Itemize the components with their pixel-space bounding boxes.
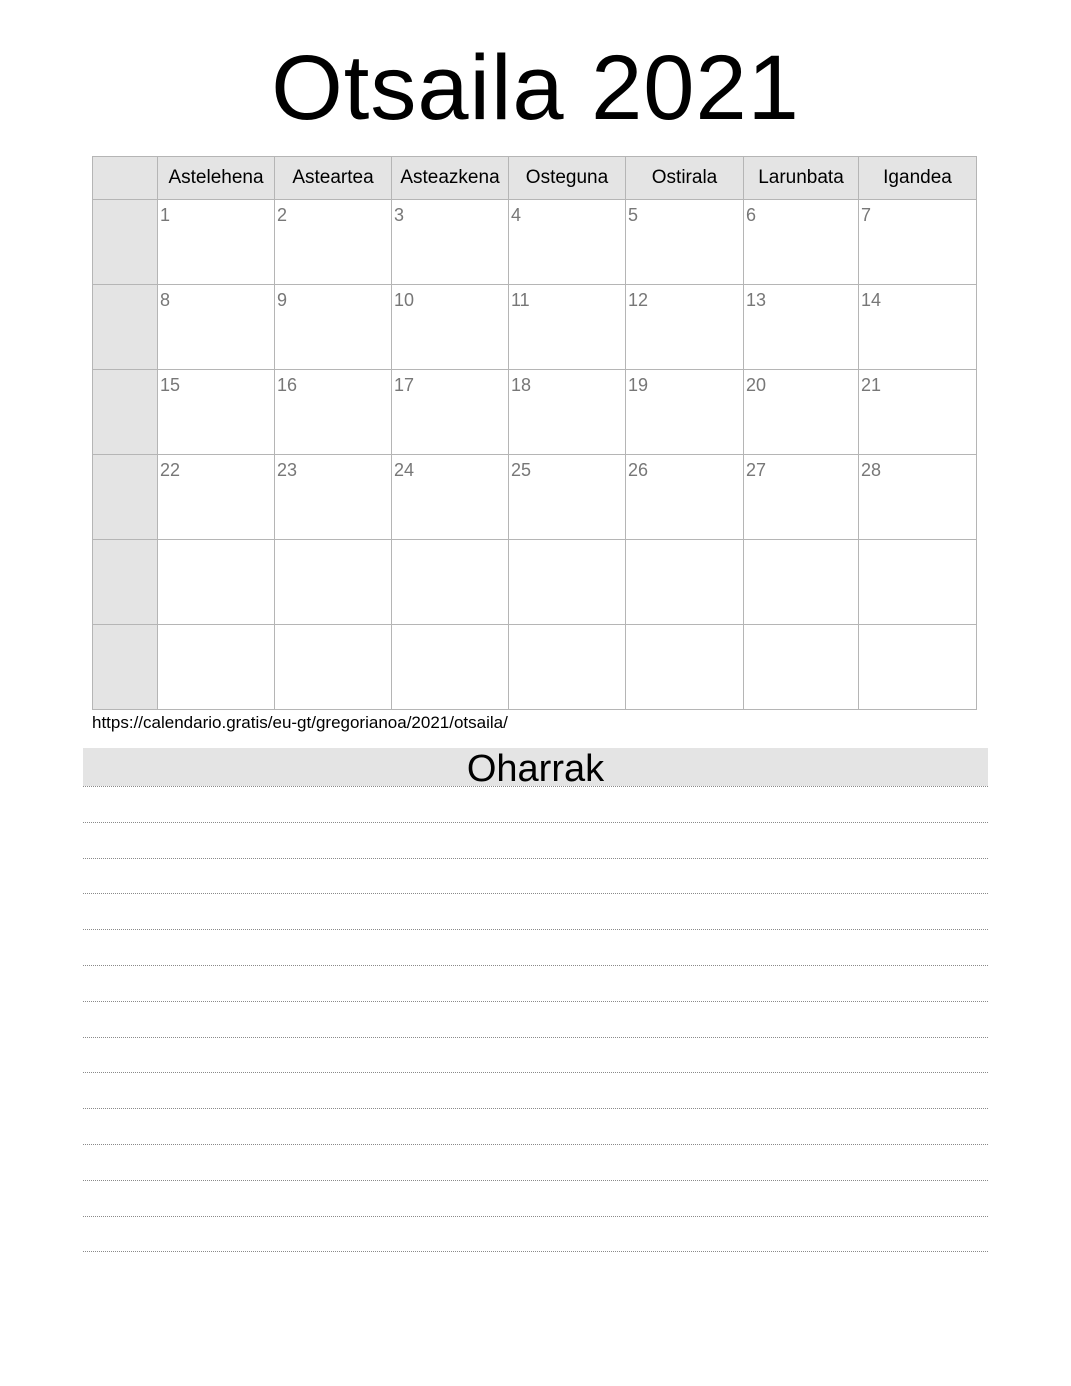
day-cell — [392, 285, 509, 370]
day-number: 26 — [628, 460, 649, 480]
note-line — [83, 1180, 988, 1181]
day-cell — [744, 285, 859, 370]
note-line — [83, 822, 988, 823]
week-row — [93, 370, 977, 455]
day-number: 13 — [746, 290, 767, 310]
day-cell — [626, 370, 744, 455]
day-number — [509, 540, 625, 545]
day-cell — [626, 200, 744, 285]
day-cell — [158, 625, 275, 710]
day-cell — [275, 625, 392, 710]
week-row — [93, 285, 977, 370]
day-cell — [509, 285, 626, 370]
day-number: 10 — [394, 290, 415, 310]
day-number — [392, 540, 508, 545]
day-cell — [275, 455, 392, 540]
day-cell — [392, 625, 509, 710]
day-cell — [509, 455, 626, 540]
day-number: 17 — [394, 375, 415, 395]
day-number: 16 — [277, 375, 298, 395]
day-number: 1 — [160, 205, 171, 225]
day-number — [392, 625, 508, 630]
day-number — [744, 540, 858, 545]
week-number-cell — [93, 285, 158, 370]
day-cell — [275, 200, 392, 285]
weekday-header: Larunbata — [744, 157, 859, 200]
note-line — [83, 1037, 988, 1038]
day-cell — [744, 370, 859, 455]
day-cell — [158, 455, 275, 540]
day-cell — [744, 455, 859, 540]
day-cell — [859, 285, 977, 370]
day-cell — [509, 540, 626, 625]
day-cell — [859, 370, 977, 455]
day-cell — [859, 540, 977, 625]
day-number: 3 — [394, 205, 405, 225]
day-number: 28 — [861, 460, 882, 480]
day-number: 27 — [746, 460, 767, 480]
day-number: 15 — [160, 375, 181, 395]
day-number — [744, 625, 858, 630]
weekday-header: Ostirala — [626, 157, 744, 200]
day-cell — [859, 200, 977, 285]
day-cell — [626, 455, 744, 540]
note-line — [83, 786, 988, 787]
month-calendar-grid — [92, 156, 977, 710]
day-number: 25 — [511, 460, 532, 480]
week-number-cell — [93, 455, 158, 540]
note-line — [83, 858, 988, 859]
week-number-cell — [93, 625, 158, 710]
day-cell — [509, 625, 626, 710]
day-number: 21 — [861, 375, 882, 395]
day-number: 22 — [160, 460, 181, 480]
day-number: 5 — [628, 205, 639, 225]
week-row — [93, 625, 977, 710]
source-url: https://calendario.gratis/eu-gt/gregorianoa/2021/otsaila/ — [92, 713, 508, 732]
day-number — [626, 540, 743, 545]
note-line — [83, 1251, 988, 1252]
note-line — [83, 1216, 988, 1217]
note-line — [83, 965, 988, 966]
note-line — [83, 893, 988, 894]
weekday-header: Igandea — [859, 157, 977, 200]
weekday-header: Astelehena — [158, 157, 275, 200]
note-line — [83, 1072, 988, 1073]
day-number: 4 — [511, 205, 522, 225]
weekday-header: Osteguna — [509, 157, 626, 200]
day-number: 11 — [511, 290, 530, 310]
day-cell — [275, 285, 392, 370]
day-number — [275, 540, 391, 545]
week-row — [93, 455, 977, 540]
day-cell — [275, 370, 392, 455]
weekday-header-row — [93, 157, 977, 200]
day-cell — [392, 370, 509, 455]
day-number: 2 — [277, 205, 288, 225]
week-number-cell — [93, 200, 158, 285]
day-cell — [626, 625, 744, 710]
day-cell — [392, 540, 509, 625]
day-cell — [509, 200, 626, 285]
day-cell — [626, 540, 744, 625]
day-number — [158, 540, 274, 545]
day-cell — [859, 455, 977, 540]
day-number — [859, 625, 976, 630]
day-number: 12 — [628, 290, 649, 310]
day-cell — [158, 285, 275, 370]
day-cell — [392, 200, 509, 285]
day-number: 8 — [160, 290, 171, 310]
note-line — [83, 929, 988, 930]
day-cell — [392, 455, 509, 540]
day-number — [158, 625, 274, 630]
week-number-header — [93, 157, 158, 200]
day-number: 19 — [628, 375, 649, 395]
day-cell — [744, 625, 859, 710]
day-number: 18 — [511, 375, 532, 395]
note-line — [83, 1108, 988, 1109]
week-number-cell — [93, 540, 158, 625]
day-cell — [744, 540, 859, 625]
day-cell — [859, 625, 977, 710]
day-number: 7 — [861, 205, 872, 225]
week-row — [93, 200, 977, 285]
notes-heading: Oharrak — [83, 748, 988, 786]
day-number: 23 — [277, 460, 298, 480]
weekday-header: Asteazkena — [392, 157, 509, 200]
day-cell — [158, 540, 275, 625]
calendar-title: Otsaila 2021 — [271, 37, 800, 139]
day-number — [626, 625, 743, 630]
day-cell — [158, 200, 275, 285]
day-number — [275, 625, 391, 630]
day-number: 6 — [746, 205, 757, 225]
day-cell — [626, 285, 744, 370]
day-number: 20 — [746, 375, 767, 395]
week-number-cell — [93, 370, 158, 455]
day-number: 9 — [277, 290, 288, 310]
day-number: 14 — [861, 290, 882, 310]
note-line — [83, 1001, 988, 1002]
weekday-header: Asteartea — [275, 157, 392, 200]
week-row — [93, 540, 977, 625]
day-cell — [509, 370, 626, 455]
day-cell — [275, 540, 392, 625]
day-cell — [744, 200, 859, 285]
day-number — [859, 540, 976, 545]
day-cell — [158, 370, 275, 455]
note-line — [83, 1144, 988, 1145]
day-number: 24 — [394, 460, 415, 480]
day-number — [509, 625, 625, 630]
